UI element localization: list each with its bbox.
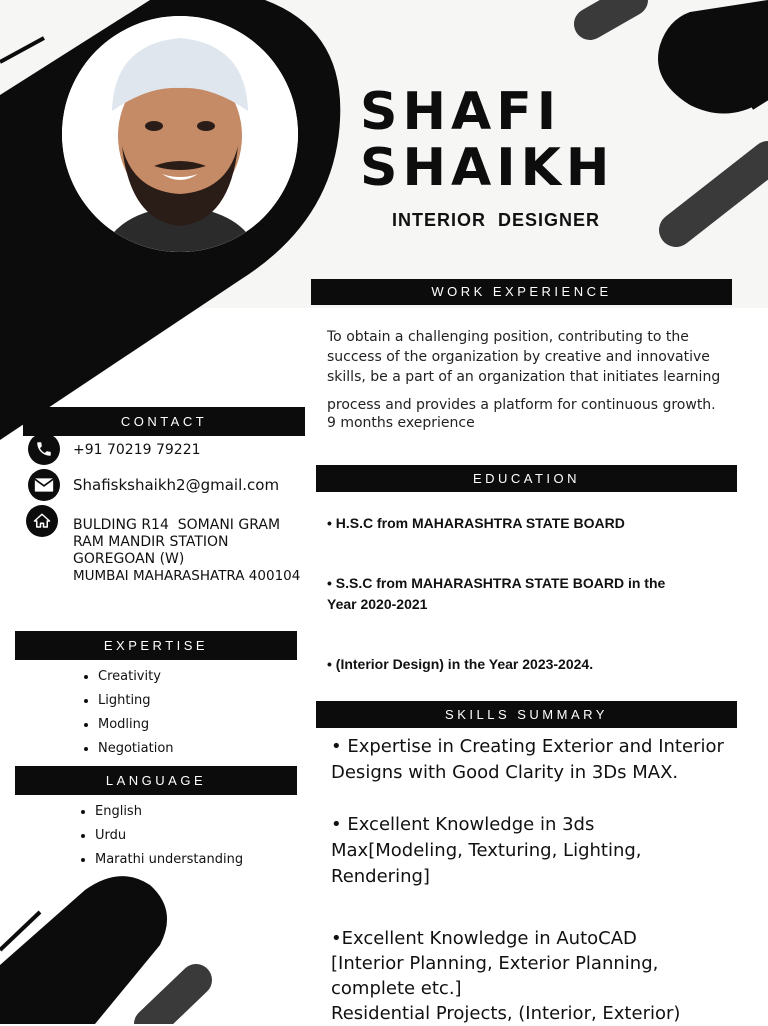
work-line: skills, be a part of an organization that initiates learning bbox=[327, 369, 721, 385]
envelope-icon bbox=[28, 469, 60, 501]
skills-summary-header: SKILLS SUMMARY bbox=[316, 701, 737, 728]
work-line: To obtain a challenging position, contributing to the bbox=[327, 329, 689, 345]
name-heading bbox=[360, 84, 660, 196]
skill-line: Max[Modeling, Texturing, Lighting, bbox=[331, 840, 642, 861]
black-blob-shape bbox=[658, 0, 768, 114]
grey-pill-shape bbox=[590, 0, 632, 24]
job-title: INTERIOR DESIGNER bbox=[392, 210, 601, 230]
education-item: • H.S.C from MAHARASHTRA STATE BOARD bbox=[327, 515, 625, 531]
education-item: • (Interior Design) in the Year 2023-2024. bbox=[327, 656, 594, 672]
address-line: MUMBAI MAHARASHATRA 400104 bbox=[73, 568, 301, 584]
email-address: Shafiskshaikh2@gmail.com bbox=[73, 476, 280, 494]
skill-line: Rendering] bbox=[331, 866, 430, 887]
address-line: RAM MANDIR STATION bbox=[73, 534, 229, 550]
list-item: • Marathi understanding bbox=[95, 848, 243, 872]
phone-number: +91 70219 79221 bbox=[73, 442, 201, 458]
list-item: • Creativity bbox=[98, 665, 174, 689]
list-item: • English bbox=[95, 800, 243, 824]
education-item bbox=[327, 573, 665, 615]
expertise-list bbox=[78, 665, 174, 761]
work-line: 9 months exeprience bbox=[327, 415, 475, 431]
skill-line: [Interior Planning, Exterior Planning, bbox=[331, 953, 659, 974]
grey-pill-shape bbox=[150, 980, 196, 1024]
skill-item bbox=[331, 812, 642, 890]
skill-line: •Excellent Knowledge in AutoCAD bbox=[331, 928, 637, 949]
list-item: • Negotiation bbox=[98, 737, 174, 761]
address-line: GOREGOAN (W) bbox=[73, 551, 185, 567]
skill-line: • Excellent Knowledge in 3ds bbox=[331, 814, 595, 835]
grey-pill-shape bbox=[676, 158, 768, 230]
list-item: • Urdu bbox=[95, 824, 243, 848]
black-blob-shape bbox=[0, 876, 167, 1024]
skill-line: Designs with Good Clarity in 3Ds MAX. bbox=[331, 762, 679, 783]
work-line: success of the organization by creative and innovative bbox=[327, 349, 710, 365]
language-list bbox=[75, 800, 243, 872]
language-header: LANGUAGE bbox=[15, 766, 297, 795]
list-item: • Lighting bbox=[98, 689, 174, 713]
thin-line-shape bbox=[0, 38, 44, 62]
education-header: EDUCATION bbox=[316, 465, 737, 492]
address bbox=[73, 517, 300, 585]
expertise-header: EXPERTISE bbox=[15, 631, 297, 660]
address-line: BULDING R14 SOMANI GRAM bbox=[73, 517, 281, 533]
first-name: SHAFI bbox=[360, 82, 562, 142]
work-line: process and provides a platform for continuous growth. bbox=[327, 397, 716, 413]
last-name: SHAIKH bbox=[360, 138, 615, 198]
education-line: Year 2020-2021 bbox=[327, 596, 428, 612]
skill-item bbox=[331, 926, 680, 1026]
skill-item bbox=[331, 734, 724, 786]
contact-header: CONTACT bbox=[23, 407, 305, 436]
work-experience-header: WORK EXPERIENCE bbox=[311, 279, 732, 305]
home-icon bbox=[26, 505, 58, 537]
profile-photo bbox=[62, 16, 298, 252]
work-experience-text bbox=[327, 327, 720, 432]
list-item: • Modling bbox=[98, 713, 174, 737]
skill-line: Residential Projects, (Interior, Exterior) bbox=[331, 1003, 681, 1024]
skill-line: complete etc.] bbox=[331, 978, 462, 999]
phone-icon bbox=[28, 433, 60, 465]
education-line: • S.S.C from MAHARASHTRA STATE BOARD in the bbox=[327, 575, 666, 591]
skill-line: • Expertise in Creating Exterior and Interior bbox=[331, 736, 724, 757]
